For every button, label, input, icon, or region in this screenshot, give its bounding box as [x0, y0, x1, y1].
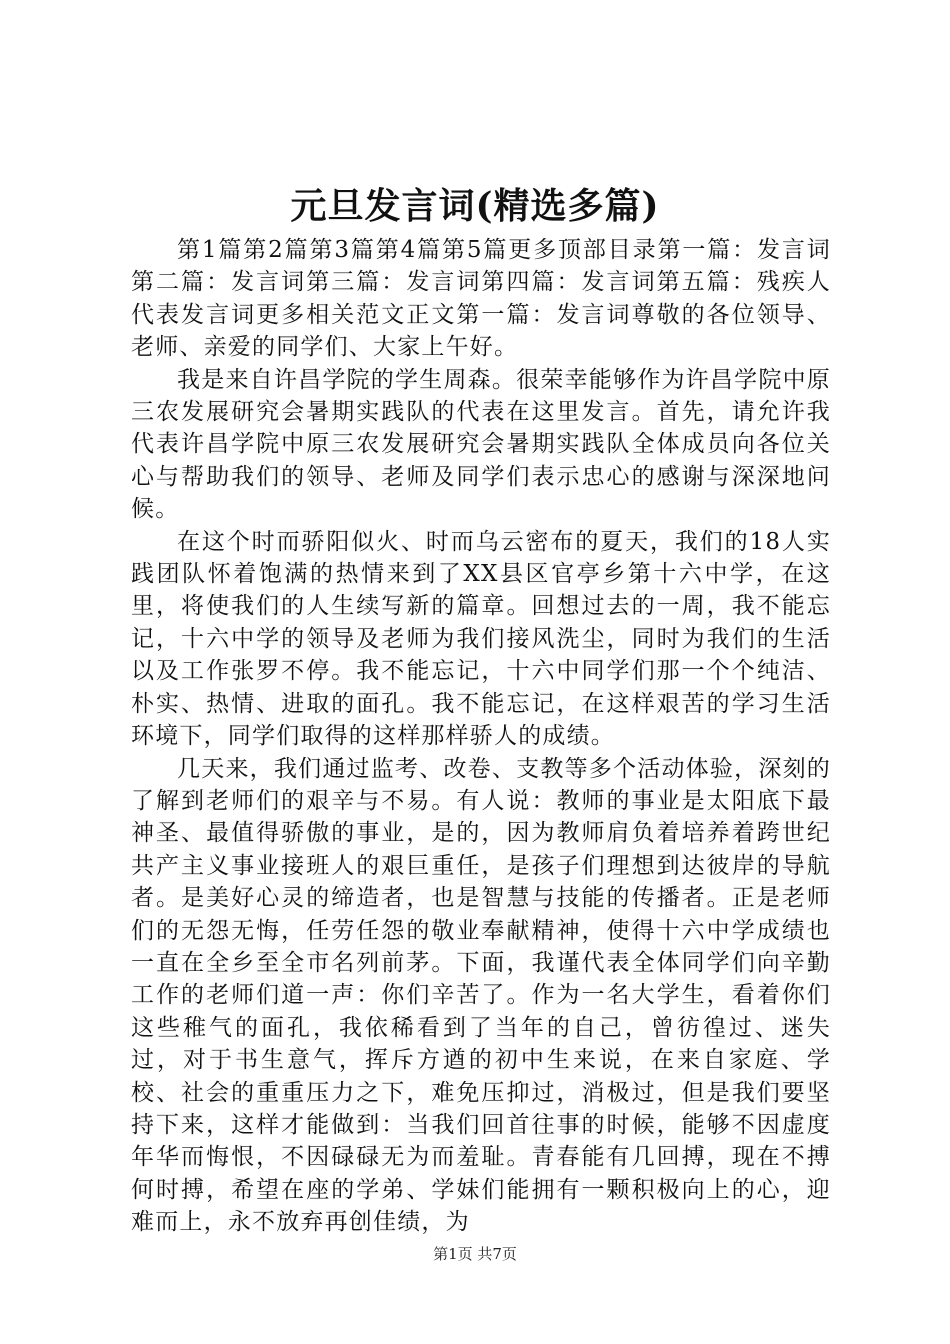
paragraph-2: 我是来自许昌学院的学生周森。很荣幸能够作为许昌学院中原三农发展研究会暑期实践队的代表在这里发言。首先，请允许我代表许昌学院中原三农发展研究会暑期实践队全体成员向各位关心与帮助我们的领导、老师及同学们表示忠心的感谢与深深地问候。	[131, 366, 831, 523]
document-body	[131, 234, 831, 1239]
paragraph-3: 在这个时而骄阳似火、时而乌云密布的夏天，我们的18人实践团队怀着饱满的热情来到了XX县区官亭乡第十六中学，在这里，将使我们的人生续写新的篇章。回想过去的一周，我不能忘记，十六中学的领导及老师为我们接风洗尘，同时为我们的生活以及工作张罗不停。我不能忘记，十六中同学们那一个个纯洁、朴实、热情、进取的面孔。我不能忘记，在这样艰苦的学习生活环境下，同学们取得的这样那样骄人的成绩。	[131, 528, 831, 750]
paragraph-1: 第1篇第2篇第3篇第4篇第5篇更多顶部目录第一篇：发言词第二篇：发言词第三篇：发言词第四篇：发言词第五篇：残疾人代表发言词更多相关范文正文第一篇：发言词尊敬的各位领导、老师、亲爱的同学们、大家上午好。	[131, 237, 831, 361]
document-title: 元旦发言词(精选多篇)	[290, 185, 660, 227]
paragraph-4: 几天来，我们通过监考、改卷、支教等多个活动体验，深刻的了解到老师们的艰辛与不易。有人说：教师的事业是太阳底下最神圣、最值得骄傲的事业，是的，因为教师肩负着培养着跨世纪共产主义事业接班人的艰巨重任，是孩子们理想到达彼岸的导航者。是美好心灵的缔造者，也是智慧与技能的传播者。正是老师们的无怨无悔，任劳任怨的敬业奉献精神，使得十六中学成绩也一直在全乡至全市名列前茅。下面，我谨代表全体同学们向辛勤工作的老师们道一声：你们辛苦了。作为一名大学生，看着你们这些稚气的面孔，我依稀看到了当年的自己，曾彷徨过、迷失过，对于书生意气，挥斥方遒的初中生来说，在来自家庭、学校、社会的重重压力之下，难免压抑过，消极过，但是我们要坚持下来，这样才能做到：当我们回首往事的时候，能够不因虚度年华而悔恨，不因碌碌无为而羞耻。青春能有几回搏，现在不搏何时搏，希望在座的学弟、学妹们能拥有一颗积极向上的心，迎难而上，永不放弃再创佳绩，为	[131, 755, 831, 1236]
page-number-footer: 第1页 共7页	[433, 1245, 517, 1263]
